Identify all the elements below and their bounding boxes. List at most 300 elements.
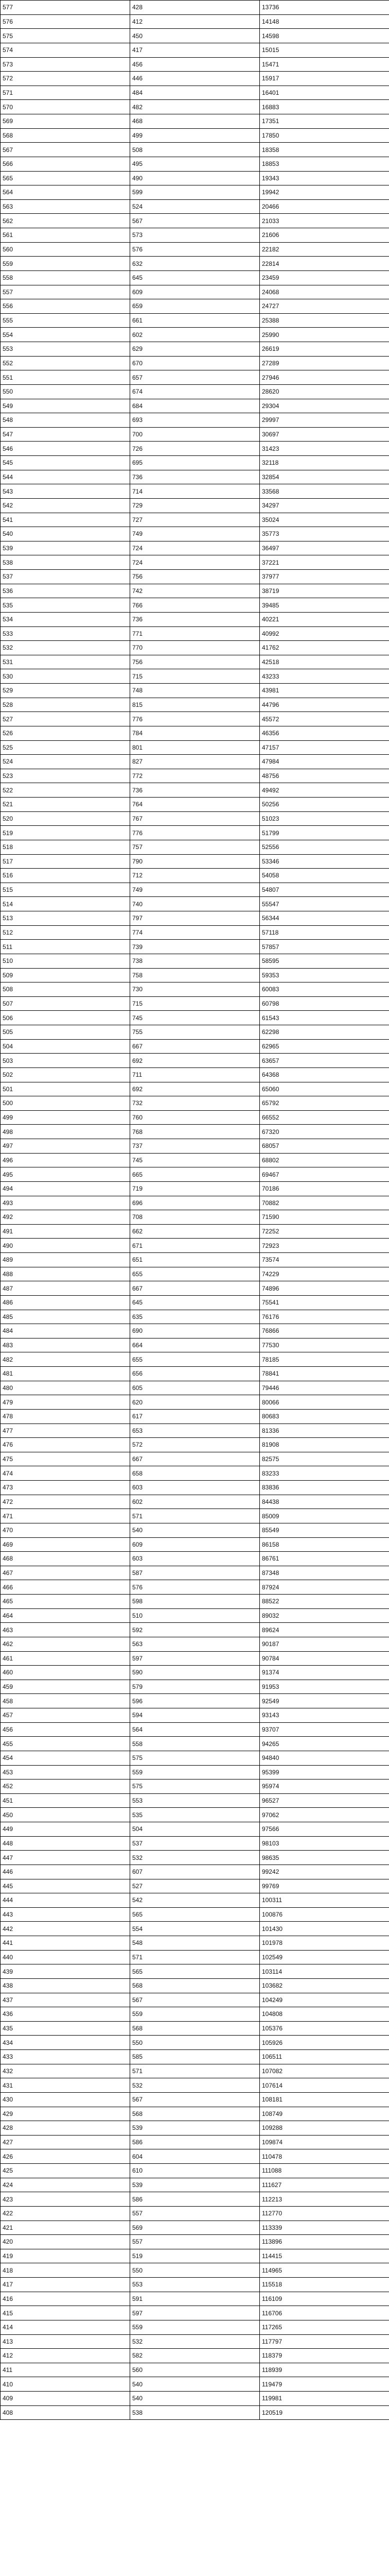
- count-cell: 635: [130, 1310, 260, 1324]
- score-cell: 577: [1, 1, 130, 15]
- cumulative-cell: 37977: [260, 570, 389, 584]
- cumulative-cell: 32854: [260, 470, 389, 484]
- count-cell: 770: [130, 641, 260, 655]
- cumulative-cell: 91953: [260, 1680, 389, 1694]
- count-cell: 609: [130, 285, 260, 299]
- score-cell: 478: [1, 1409, 130, 1423]
- cumulative-cell: 19942: [260, 185, 389, 200]
- score-cell: 448: [1, 1836, 130, 1851]
- count-cell: 567: [130, 2092, 260, 2107]
- count-cell: 665: [130, 1167, 260, 1182]
- score-cell: 538: [1, 555, 130, 570]
- table-row: [1, 1978, 389, 1993]
- table-row: [1, 427, 389, 442]
- cumulative-cell: 27946: [260, 370, 389, 385]
- table-row: [1, 313, 389, 328]
- cumulative-cell: 16401: [260, 86, 389, 100]
- cumulative-cell: 47157: [260, 740, 389, 755]
- cumulative-cell: 119981: [260, 2392, 389, 2406]
- count-cell: 715: [130, 669, 260, 684]
- table-row: [1, 1964, 389, 1979]
- count-cell: 559: [130, 2007, 260, 2022]
- table-row: [1, 2021, 389, 2036]
- score-cell: 460: [1, 1666, 130, 1680]
- table-row: [1, 1509, 389, 1523]
- cumulative-cell: 17850: [260, 128, 389, 143]
- cumulative-cell: 70882: [260, 1196, 389, 1210]
- table-row: [1, 783, 389, 798]
- score-cell: 445: [1, 1879, 130, 1893]
- score-cell: 571: [1, 86, 130, 100]
- score-cell: 476: [1, 1438, 130, 1452]
- count-cell: 499: [130, 128, 260, 143]
- score-cell: 442: [1, 1922, 130, 1936]
- count-cell: 572: [130, 1438, 260, 1452]
- cumulative-cell: 90784: [260, 1651, 389, 1666]
- score-cell: 466: [1, 1580, 130, 1595]
- score-cell: 501: [1, 1082, 130, 1096]
- count-cell: 674: [130, 384, 260, 399]
- table-row: [1, 798, 389, 812]
- score-cell: 409: [1, 2392, 130, 2406]
- score-cell: 520: [1, 811, 130, 826]
- table-row: [1, 43, 389, 57]
- score-cell: 472: [1, 1495, 130, 1509]
- count-cell: 510: [130, 1608, 260, 1623]
- count-cell: 540: [130, 1523, 260, 1537]
- score-cell: 429: [1, 2107, 130, 2121]
- cumulative-cell: 108181: [260, 2092, 389, 2107]
- table-row: [1, 72, 389, 86]
- cumulative-cell: 109288: [260, 2121, 389, 2136]
- cumulative-cell: 105926: [260, 2036, 389, 2050]
- cumulative-cell: 76176: [260, 1310, 389, 1324]
- score-cell: 506: [1, 1011, 130, 1025]
- count-cell: 755: [130, 1025, 260, 1040]
- count-cell: 655: [130, 1352, 260, 1367]
- score-cell: 421: [1, 2221, 130, 2235]
- count-cell: 535: [130, 1808, 260, 1822]
- table-row: [1, 2405, 389, 2420]
- cumulative-cell: 31423: [260, 442, 389, 456]
- count-cell: 708: [130, 1210, 260, 1225]
- score-cell: 544: [1, 470, 130, 484]
- score-cell: 414: [1, 2320, 130, 2334]
- table-row: [1, 2007, 389, 2022]
- table-row: [1, 1808, 389, 1822]
- cumulative-cell: 35773: [260, 527, 389, 541]
- count-cell: 571: [130, 2064, 260, 2078]
- cumulative-cell: 22814: [260, 257, 389, 271]
- count-cell: 714: [130, 484, 260, 499]
- table-row: [1, 1637, 389, 1651]
- score-cell: 528: [1, 698, 130, 712]
- cumulative-cell: 98103: [260, 1836, 389, 1851]
- score-cell: 433: [1, 2050, 130, 2064]
- table-row: [1, 2235, 389, 2249]
- cumulative-cell: 85549: [260, 1523, 389, 1537]
- cumulative-cell: 75541: [260, 1295, 389, 1310]
- count-cell: 565: [130, 1907, 260, 1922]
- table-row: [1, 1780, 389, 1794]
- table-row: [1, 2278, 389, 2292]
- score-cell: 509: [1, 968, 130, 982]
- table-row: [1, 1181, 389, 1196]
- count-cell: 450: [130, 29, 260, 43]
- score-cell: 440: [1, 1950, 130, 1964]
- count-cell: 620: [130, 1395, 260, 1410]
- count-cell: 667: [130, 1039, 260, 1054]
- table-row: [1, 1125, 389, 1139]
- count-cell: 784: [130, 726, 260, 740]
- count-cell: 540: [130, 2392, 260, 2406]
- score-cell: 474: [1, 1466, 130, 1481]
- table-row: [1, 1950, 389, 1964]
- count-cell: 771: [130, 626, 260, 641]
- count-cell: 559: [130, 2320, 260, 2334]
- score-cell: 457: [1, 1708, 130, 1723]
- cumulative-cell: 115518: [260, 2278, 389, 2292]
- score-cell: 458: [1, 1694, 130, 1708]
- table-row: [1, 1267, 389, 1281]
- cumulative-cell: 22182: [260, 242, 389, 257]
- count-cell: 571: [130, 1950, 260, 1964]
- table-row: [1, 1851, 389, 1865]
- count-cell: 565: [130, 1964, 260, 1979]
- score-cell: 439: [1, 1964, 130, 1979]
- score-cell: 434: [1, 2036, 130, 2050]
- cumulative-cell: 23459: [260, 270, 389, 285]
- cumulative-cell: 54058: [260, 869, 389, 883]
- cumulative-cell: 110478: [260, 2149, 389, 2164]
- score-cell: 479: [1, 1395, 130, 1410]
- table-row: [1, 527, 389, 541]
- score-cell: 438: [1, 1978, 130, 1993]
- count-cell: 587: [130, 1566, 260, 1580]
- table-row: [1, 1936, 389, 1951]
- score-cell: 416: [1, 2292, 130, 2306]
- score-cell: 410: [1, 2377, 130, 2392]
- score-cell: 575: [1, 29, 130, 43]
- count-cell: 495: [130, 157, 260, 171]
- cumulative-cell: 73574: [260, 1253, 389, 1267]
- table-body: [1, 1, 389, 2420]
- cumulative-cell: 104249: [260, 1993, 389, 2007]
- cumulative-cell: 94840: [260, 1751, 389, 1765]
- cumulative-cell: 107082: [260, 2064, 389, 2078]
- cumulative-cell: 92549: [260, 1694, 389, 1708]
- cumulative-cell: 21033: [260, 214, 389, 228]
- score-cell: 480: [1, 1381, 130, 1395]
- count-cell: 742: [130, 584, 260, 598]
- table-row: [1, 1666, 389, 1680]
- score-cell: 431: [1, 2078, 130, 2093]
- count-cell: 737: [130, 1139, 260, 1154]
- score-cell: 561: [1, 228, 130, 243]
- count-cell: 594: [130, 1708, 260, 1723]
- score-cell: 408: [1, 2405, 130, 2420]
- cumulative-cell: 30697: [260, 427, 389, 442]
- score-cell: 547: [1, 427, 130, 442]
- table-row: [1, 954, 389, 968]
- count-cell: 766: [130, 598, 260, 613]
- table-row: [1, 2107, 389, 2121]
- count-cell: 573: [130, 228, 260, 243]
- cumulative-cell: 79446: [260, 1381, 389, 1395]
- table-row: [1, 1110, 389, 1125]
- count-cell: 508: [130, 143, 260, 157]
- cumulative-cell: 32118: [260, 456, 389, 470]
- cumulative-cell: 98635: [260, 1851, 389, 1865]
- table-row: [1, 1836, 389, 1851]
- score-cell: 525: [1, 740, 130, 755]
- table-row: [1, 869, 389, 883]
- count-cell: 567: [130, 214, 260, 228]
- cumulative-cell: 80683: [260, 1409, 389, 1423]
- cumulative-cell: 14148: [260, 14, 389, 29]
- table-row: [1, 1338, 389, 1352]
- score-cell: 576: [1, 14, 130, 29]
- count-cell: 558: [130, 1737, 260, 1751]
- score-cell: 569: [1, 114, 130, 129]
- score-cell: 537: [1, 570, 130, 584]
- table-row: [1, 982, 389, 997]
- cumulative-cell: 34297: [260, 498, 389, 513]
- count-cell: 582: [130, 2349, 260, 2363]
- cumulative-cell: 24068: [260, 285, 389, 299]
- score-cell: 424: [1, 2178, 130, 2192]
- table-row: [1, 1239, 389, 1253]
- score-cell: 488: [1, 1267, 130, 1281]
- count-cell: 557: [130, 2235, 260, 2249]
- table-row: [1, 1153, 389, 1167]
- table-row: [1, 1452, 389, 1466]
- cumulative-cell: 74229: [260, 1267, 389, 1281]
- count-cell: 568: [130, 1978, 260, 1993]
- count-cell: 598: [130, 1595, 260, 1609]
- cumulative-cell: 39485: [260, 598, 389, 613]
- count-cell: 504: [130, 1822, 260, 1837]
- cumulative-cell: 55547: [260, 897, 389, 911]
- cumulative-cell: 48756: [260, 769, 389, 783]
- cumulative-cell: 93707: [260, 1722, 389, 1737]
- score-cell: 456: [1, 1722, 130, 1737]
- count-cell: 740: [130, 897, 260, 911]
- count-cell: 542: [130, 1893, 260, 1908]
- cumulative-cell: 53346: [260, 854, 389, 869]
- count-cell: 629: [130, 342, 260, 357]
- count-cell: 727: [130, 513, 260, 527]
- table-row: [1, 1537, 389, 1552]
- count-cell: 729: [130, 498, 260, 513]
- score-cell: 486: [1, 1295, 130, 1310]
- table-row: [1, 1310, 389, 1324]
- score-cell: 497: [1, 1139, 130, 1154]
- table-row: [1, 2149, 389, 2164]
- count-cell: 724: [130, 555, 260, 570]
- count-cell: 554: [130, 1922, 260, 1936]
- cumulative-cell: 18853: [260, 157, 389, 171]
- score-cell: 441: [1, 1936, 130, 1951]
- count-cell: 745: [130, 1153, 260, 1167]
- score-cell: 412: [1, 2349, 130, 2363]
- count-cell: 586: [130, 2135, 260, 2149]
- cumulative-cell: 72252: [260, 1224, 389, 1239]
- score-cell: 452: [1, 1780, 130, 1794]
- score-cell: 426: [1, 2149, 130, 2164]
- score-cell: 502: [1, 1067, 130, 1082]
- table-row: [1, 2249, 389, 2263]
- table-row: [1, 1096, 389, 1111]
- count-cell: 567: [130, 1993, 260, 2007]
- cumulative-cell: 56344: [260, 911, 389, 926]
- table-row: [1, 769, 389, 783]
- count-cell: 417: [130, 43, 260, 57]
- score-cell: 549: [1, 399, 130, 413]
- cumulative-cell: 26619: [260, 342, 389, 357]
- table-row: [1, 1, 389, 15]
- cumulative-cell: 91374: [260, 1666, 389, 1680]
- table-row: [1, 2064, 389, 2078]
- cumulative-cell: 116109: [260, 2292, 389, 2306]
- score-cell: 574: [1, 43, 130, 57]
- count-cell: 656: [130, 1367, 260, 1381]
- score-cell: 530: [1, 669, 130, 684]
- table-row: [1, 242, 389, 257]
- count-cell: 736: [130, 612, 260, 626]
- cumulative-cell: 46356: [260, 726, 389, 740]
- score-cell: 522: [1, 783, 130, 798]
- table-row: [1, 1879, 389, 1893]
- table-row: [1, 1481, 389, 1495]
- count-cell: 659: [130, 299, 260, 314]
- cumulative-cell: 78841: [260, 1367, 389, 1381]
- table-row: [1, 996, 389, 1011]
- count-cell: 732: [130, 1096, 260, 1111]
- score-cell: 463: [1, 1623, 130, 1637]
- table-row: [1, 726, 389, 740]
- cumulative-cell: 117797: [260, 2334, 389, 2349]
- count-cell: 609: [130, 1537, 260, 1552]
- table-row: [1, 1054, 389, 1068]
- score-cell: 556: [1, 299, 130, 314]
- table-row: [1, 1367, 389, 1381]
- count-cell: 603: [130, 1552, 260, 1566]
- table-row: [1, 1281, 389, 1296]
- cumulative-cell: 14598: [260, 29, 389, 43]
- table-row: [1, 2036, 389, 2050]
- cumulative-cell: 40992: [260, 626, 389, 641]
- table-row: [1, 100, 389, 114]
- count-cell: 603: [130, 1481, 260, 1495]
- count-cell: 724: [130, 541, 260, 555]
- score-cell: 554: [1, 328, 130, 342]
- table-row: [1, 883, 389, 897]
- count-cell: 586: [130, 2192, 260, 2207]
- cumulative-cell: 47984: [260, 755, 389, 769]
- score-cell: 517: [1, 854, 130, 869]
- score-cell: 560: [1, 242, 130, 257]
- cumulative-cell: 113339: [260, 2221, 389, 2235]
- score-cell: 415: [1, 2306, 130, 2320]
- score-cell: 564: [1, 185, 130, 200]
- cumulative-cell: 108749: [260, 2107, 389, 2121]
- score-cell: 562: [1, 214, 130, 228]
- count-cell: 563: [130, 1637, 260, 1651]
- score-cell: 559: [1, 257, 130, 271]
- cumulative-cell: 35024: [260, 513, 389, 527]
- score-cell: 430: [1, 2092, 130, 2107]
- table-row: [1, 2135, 389, 2149]
- table-row: [1, 1295, 389, 1310]
- count-cell: 550: [130, 2036, 260, 2050]
- cumulative-cell: 33568: [260, 484, 389, 499]
- cumulative-cell: 86761: [260, 1552, 389, 1566]
- score-cell: 483: [1, 1338, 130, 1352]
- table-row: [1, 1381, 389, 1395]
- cumulative-cell: 65792: [260, 1096, 389, 1111]
- table-row: [1, 2206, 389, 2221]
- cumulative-cell: 116706: [260, 2306, 389, 2320]
- cumulative-cell: 71590: [260, 1210, 389, 1225]
- count-cell: 749: [130, 527, 260, 541]
- count-cell: 602: [130, 328, 260, 342]
- score-cell: 461: [1, 1651, 130, 1666]
- score-cell: 423: [1, 2192, 130, 2207]
- count-cell: 692: [130, 1082, 260, 1096]
- table-row: [1, 811, 389, 826]
- table-row: [1, 698, 389, 712]
- count-cell: 490: [130, 171, 260, 185]
- count-cell: 591: [130, 2292, 260, 2306]
- table-row: [1, 2377, 389, 2392]
- count-cell: 657: [130, 370, 260, 385]
- count-cell: 738: [130, 954, 260, 968]
- cumulative-cell: 38719: [260, 584, 389, 598]
- count-cell: 758: [130, 968, 260, 982]
- count-cell: 538: [130, 2405, 260, 2420]
- cumulative-cell: 106511: [260, 2050, 389, 2064]
- count-cell: 607: [130, 1865, 260, 1879]
- count-cell: 692: [130, 1054, 260, 1068]
- count-cell: 764: [130, 798, 260, 812]
- count-cell: 776: [130, 712, 260, 726]
- score-cell: 437: [1, 1993, 130, 2007]
- table-row: [1, 2121, 389, 2136]
- table-row: [1, 1722, 389, 1737]
- table-row: [1, 2320, 389, 2334]
- cumulative-cell: 64368: [260, 1067, 389, 1082]
- score-cell: 467: [1, 1566, 130, 1580]
- cumulative-cell: 111088: [260, 2164, 389, 2178]
- cumulative-cell: 88522: [260, 1595, 389, 1609]
- score-cell: 507: [1, 996, 130, 1011]
- table-row: [1, 342, 389, 357]
- score-cell: 513: [1, 911, 130, 926]
- cumulative-cell: 100311: [260, 1893, 389, 1908]
- score-cell: 462: [1, 1637, 130, 1651]
- table-row: [1, 755, 389, 769]
- score-cell: 542: [1, 498, 130, 513]
- count-cell: 658: [130, 1466, 260, 1481]
- cumulative-cell: 49492: [260, 783, 389, 798]
- score-cell: 518: [1, 840, 130, 854]
- score-cell: 447: [1, 1851, 130, 1865]
- score-cell: 565: [1, 171, 130, 185]
- count-cell: 559: [130, 1765, 260, 1780]
- count-cell: 456: [130, 57, 260, 72]
- score-cell: 411: [1, 2363, 130, 2377]
